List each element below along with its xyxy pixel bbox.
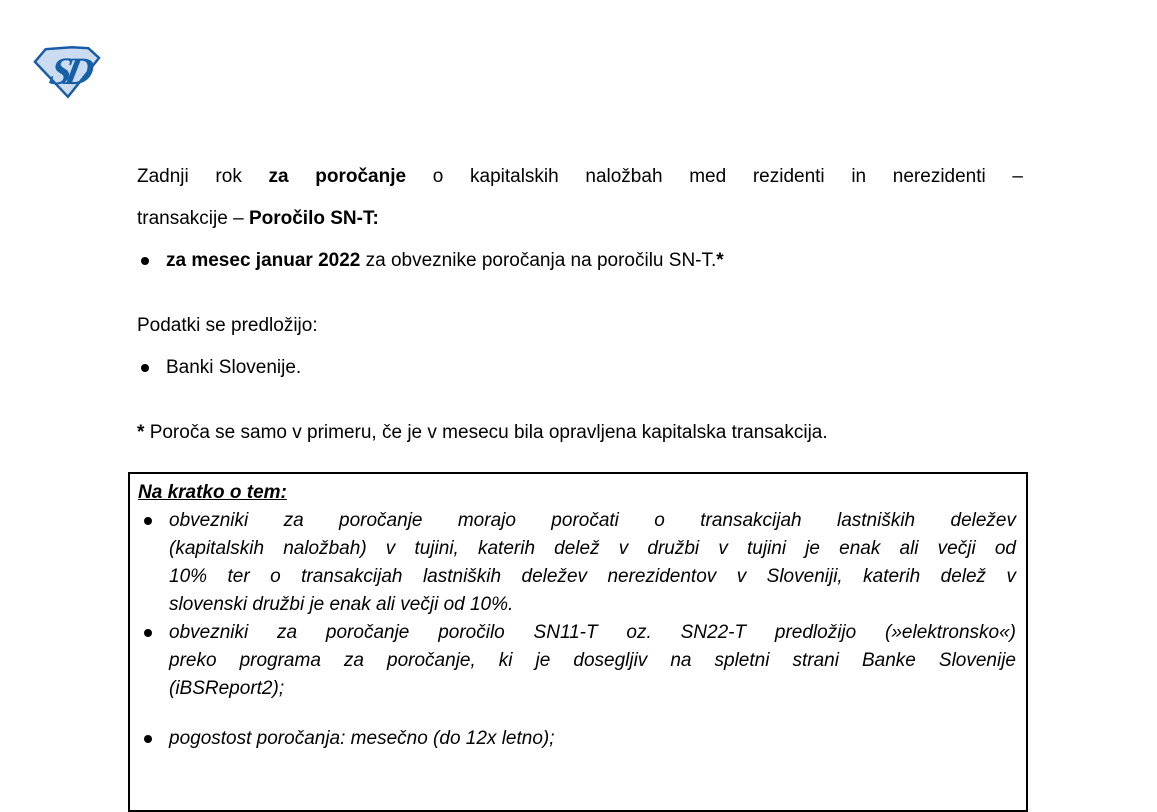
intro-line1-pre: Zadnji rok [137, 166, 242, 187]
company-logo [33, 45, 101, 99]
info-box-bullet-1-text [169, 507, 1016, 619]
intro-line2-pre: transakcije – [137, 208, 244, 229]
bullet1-line4: slovenski družbi je enak ali večji od 10%. [169, 594, 514, 615]
info-box-bullet-2-text [169, 619, 1016, 703]
logo-letters: SD [46, 50, 92, 94]
info-box-bullet-1 [138, 507, 1016, 619]
bullet2-line1: obvezniki za poročanje poročilo SN11-T oz. SN22-T predložijo (»elektronsko«) [169, 622, 1016, 643]
footnote [137, 421, 1037, 445]
bullet-dot-icon [138, 725, 169, 743]
bullet-dot-icon [138, 619, 169, 637]
bullet-dot-icon [137, 356, 166, 372]
intro-line-1 [137, 156, 1023, 198]
info-box-bullet-3-text [169, 725, 1016, 753]
bullet2-line3: (iBSReport2); [169, 678, 285, 699]
info-box-title: Na kratko o tem: [138, 482, 287, 503]
deadline-bold: za mesec januar 2022 [166, 250, 361, 271]
footnote-text: Poroča se samo v primeru, če je v mesecu bila opravljena kapitalska transakcija. [149, 422, 828, 443]
info-box-bullet-2 [138, 619, 1016, 703]
deadline-bullet-text [166, 249, 1023, 273]
bullet1-line2: (kapitalskih naložbah) v tujini, katerih delež v družbi v tujini je enak ali večji od [169, 538, 1016, 559]
submission-bullet-text: Banki Slovenije. [166, 357, 302, 378]
submission-bullet [137, 356, 1023, 380]
intro-paragraph [137, 156, 1023, 240]
intro-line1-rest: o kapitalskih naložbah med rezidenti in nerezidenti – [432, 166, 1023, 187]
bullet-dot-icon [137, 249, 166, 265]
intro-line2-bold: Poročilo SN-T: [248, 208, 379, 229]
deadline-footnote-mark: * [716, 250, 724, 271]
intro-line-2 [137, 198, 1023, 240]
bullet-dot-icon [138, 507, 169, 525]
info-box-bullet-3 [138, 725, 1016, 753]
bullet2-line2: preko programa za poročanje, ki je dosegljiv na spletni strani Banke Slovenije [169, 650, 1016, 671]
footnote-mark: * [137, 422, 145, 443]
deadline-rest: za obveznike poročanja na poročilu SN-T. [365, 250, 717, 271]
submission-heading: Podatki se predložijo: [137, 315, 318, 336]
info-box [128, 472, 1028, 812]
bullet1-line1: obvezniki za poročanje morajo poročati o transakcijah lastniških deležev [169, 510, 1016, 531]
deadline-bullet [137, 249, 1023, 273]
intro-line1-bold: za poročanje [268, 166, 407, 187]
bullet1-line3: 10% ter o transakcijah lastniških deležev nerezidentov v Sloveniji, katerih delež v [169, 566, 1016, 587]
bullet3-line1: pogostost poročanja: mesečno (do 12x letno); [169, 728, 555, 749]
